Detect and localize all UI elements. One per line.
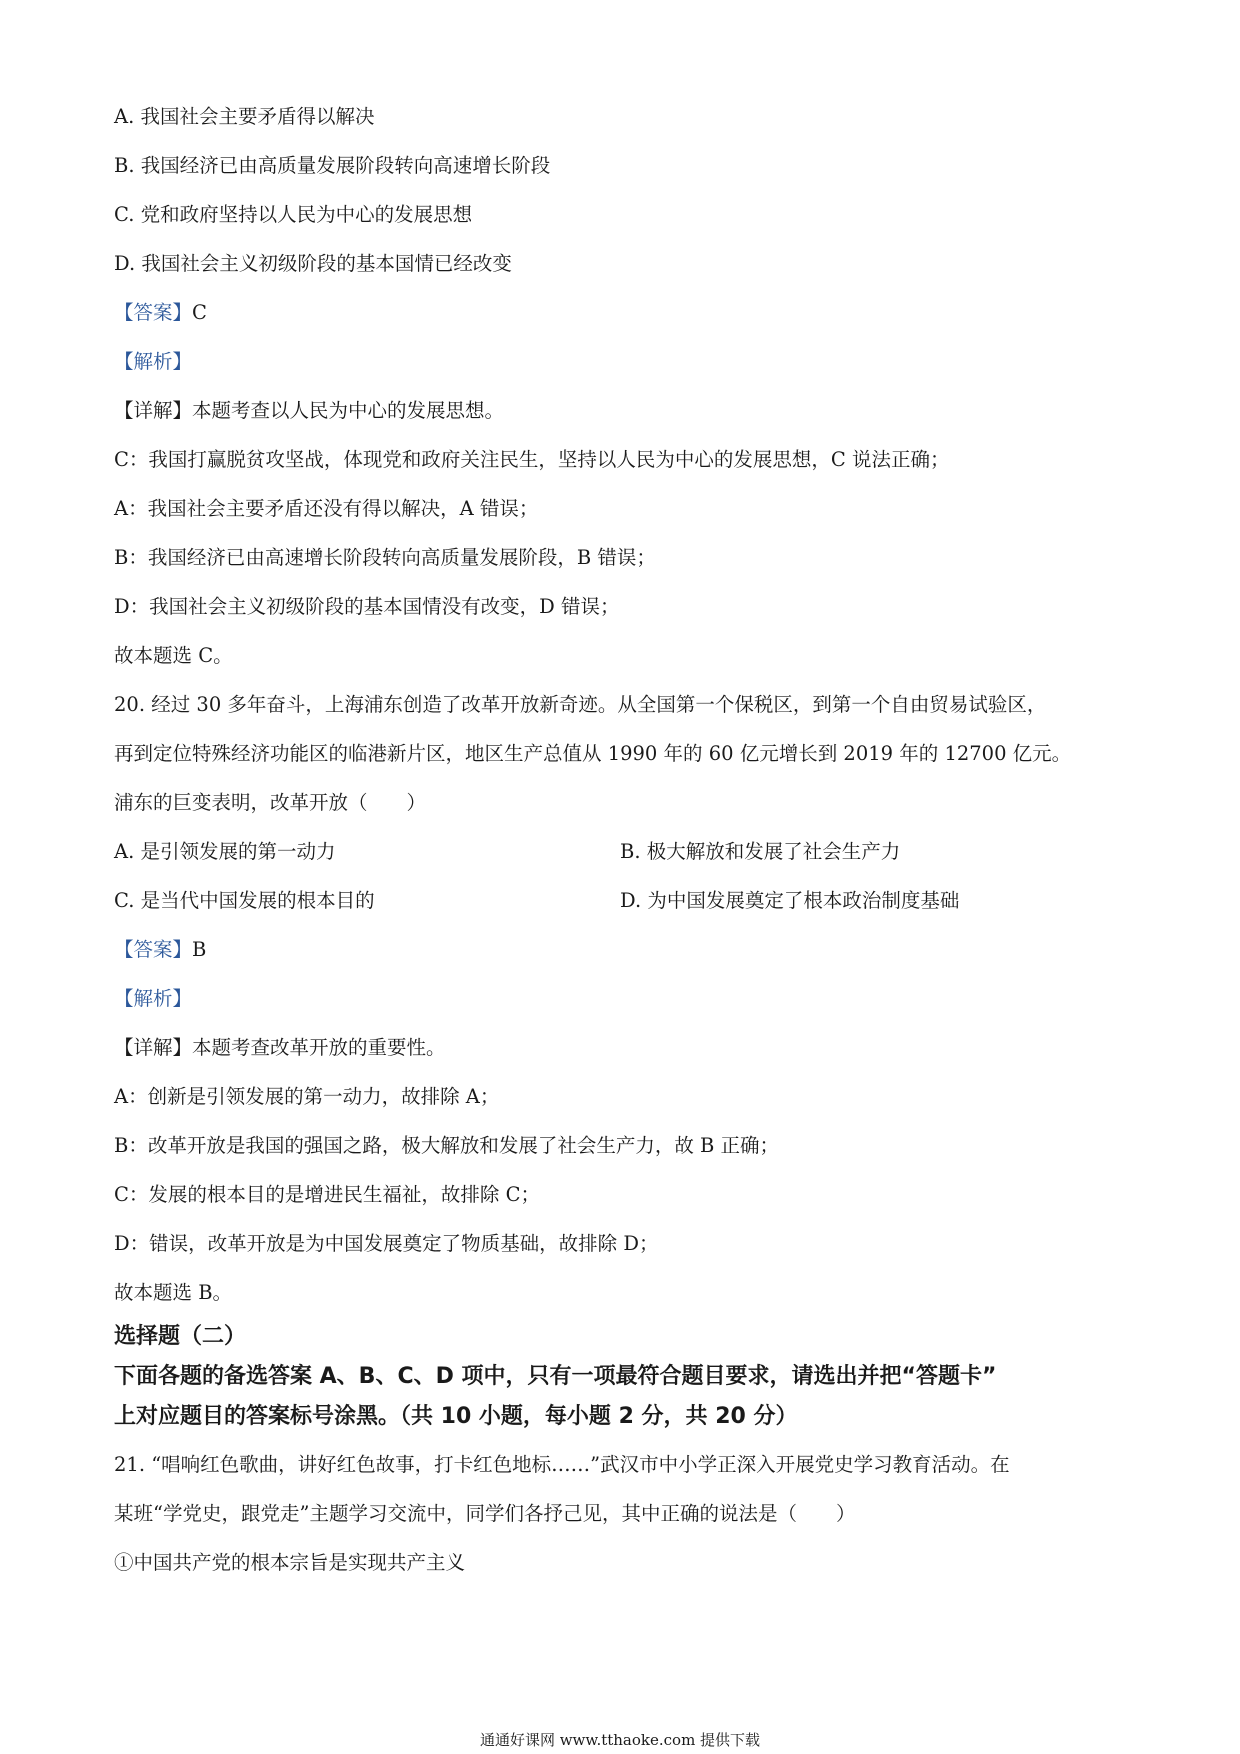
- q19-explanation-c: C：我国打赢脱贫攻坚战，体现党和政府关注民生，坚持以人民为中心的发展思想，C 说法正确；: [114, 448, 950, 471]
- q20-option-c: C. 是当代中国发展的根本目的: [114, 889, 375, 912]
- q20-stem-line-3: 浦东的巨变表明，改革开放（ ）: [114, 791, 427, 814]
- q21-item-1: ①中国共产党的根本宗旨是实现共产主义: [114, 1551, 466, 1574]
- q20-conclusion: 故本题选 B。: [114, 1281, 233, 1304]
- q20-stem-line-2: 再到定位特殊经济功能区的临港新片区，地区生产总值从 1990 年的 60 亿元增长到 2019 年的 12700 亿元。: [114, 742, 1072, 765]
- page-footer: 通通好课网 www.tthaoke.com 提供下载: [479, 1731, 761, 1749]
- section-instruction-line-2: 上对应题目的答案标号涂黑。（共 10 小题，每小题 2 分，共 20 分）: [114, 1404, 798, 1429]
- q19-answer: [114, 298, 207, 328]
- q19-explanation-a: A：我国社会主要矛盾还没有得以解决，A 错误；: [114, 497, 539, 520]
- q20-explanation-a: A：创新是引领发展的第一动力，故排除 A；: [114, 1085, 500, 1108]
- section-instruction-line-1: 下面各题的备选答案 A、B、C、D 项中，只有一项最符合题目要求，请选出并把“答题卡”: [114, 1364, 997, 1389]
- q19-option-a: A. 我国社会主要矛盾得以解决: [114, 105, 375, 128]
- q19-option-d: D. 我国社会主义初级阶段的基本国情已经改变: [114, 252, 512, 275]
- q20-analysis-label: 【解析】: [114, 987, 193, 1010]
- q19-conclusion: 故本题选 C。: [114, 644, 233, 667]
- q20-answer-label: 【答案】: [114, 938, 193, 961]
- q19-detail: 【详解】本题考查以人民为中心的发展思想。: [114, 399, 505, 422]
- q19-answer-label: 【答案】: [114, 301, 193, 324]
- q20-answer-value: B: [192, 938, 207, 961]
- q21-stem-line-2: 某班“学党史，跟党走”主题学习交流中，同学们各抒己见，其中正确的说法是（ ）: [114, 1502, 856, 1525]
- q20-detail: 【详解】本题考查改革开放的重要性。: [114, 1036, 446, 1059]
- q19-answer-value: C: [192, 301, 207, 324]
- q20-answer: [114, 935, 206, 965]
- q20-explanation-b: B：改革开放是我国的强国之路，极大解放和发展了社会生产力，故 B 正确；: [114, 1134, 780, 1157]
- q20-option-d: D. 为中国发展奠定了根本政治制度基础: [620, 889, 960, 912]
- q19-option-b: B. 我国经济已由高质量发展阶段转向高速增长阶段: [114, 154, 551, 177]
- q19-explanation-b: B：我国经济已由高速增长阶段转向高质量发展阶段，B 错误；: [114, 546, 656, 569]
- q19-explanation-d: D：我国社会主义初级阶段的基本国情没有改变，D 错误；: [114, 595, 620, 618]
- q21-stem-line-1: 21. “唱响红色歌曲，讲好红色故事，打卡红色地标……”武汉市中小学正深入开展党史学习教育活动。在: [114, 1453, 1010, 1476]
- q20-stem-line-1: 20. 经过 30 多年奋斗，上海浦东创造了改革开放新奇迹。从全国第一个保税区，到第一个自由贸易试验区，: [114, 693, 1047, 716]
- section-title: 选择题（二）: [114, 1324, 247, 1349]
- q20-explanation-d: D：错误，改革开放是为中国发展奠定了物质基础，故排除 D；: [114, 1232, 659, 1255]
- q20-explanation-c: C：发展的根本目的是增进民生福祉，故排除 C；: [114, 1183, 541, 1206]
- q19-option-c: C. 党和政府坚持以人民为中心的发展思想: [114, 203, 473, 226]
- q20-option-a: A. 是引领发展的第一动力: [114, 840, 336, 863]
- q20-option-b: B. 极大解放和发展了社会生产力: [620, 840, 901, 863]
- q19-analysis-label: 【解析】: [114, 350, 193, 373]
